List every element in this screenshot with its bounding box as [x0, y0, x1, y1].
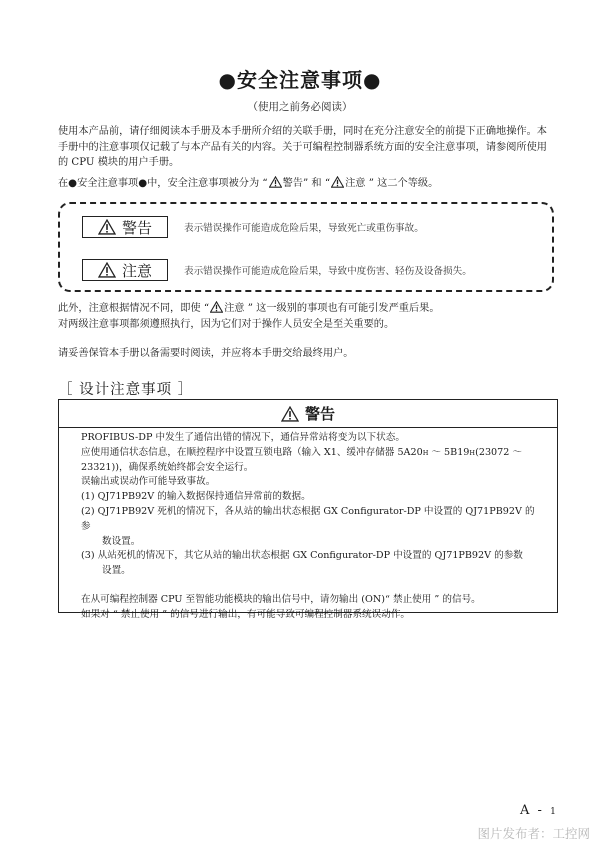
design-warning-body	[59, 428, 557, 623]
warning-line-part: 应使用通信状态信息，在顺控程序中设置互锁电路（输入 X1、缓冲存储器 5A20	[81, 446, 423, 458]
level-intro-paragraph	[58, 176, 554, 192]
hex-suffix: H	[422, 448, 429, 457]
page-dash: -	[537, 803, 544, 818]
level-intro-text-c: 注意 ” 这二个等级。	[345, 178, 439, 189]
warning-triangle-icon	[269, 176, 282, 188]
page-title: ●安全注意事项●	[218, 68, 382, 92]
intro-paragraph: 使用本产品前，请仔细阅读本手册及本手册所介绍的关联手册，同时在充分注意安全的前提下正确地操作。本手册中的注意事项仅记载了与本产品有关的内容。关于可编程控制器系统方面的安全注意事项，请参阅所使用的 CPU 模块的用户手册。	[58, 126, 547, 168]
warning-level-description: 表示错误操作可能造成危险后果，导致死亡或重伤事故。	[184, 223, 424, 234]
warning-line: 设置。	[102, 565, 131, 577]
caution-level-badge	[82, 259, 168, 281]
warning-triangle-icon	[98, 262, 116, 278]
page-letter: A	[520, 803, 532, 818]
hex-suffix: H	[469, 448, 476, 457]
title-block	[0, 64, 600, 114]
safety-levels-box	[58, 202, 554, 292]
caution-note-text-a: 此外，注意根据情况不同，即使 “	[58, 303, 210, 314]
warning-triangle-icon	[331, 176, 344, 188]
warning-line: (1) QJ71PB92V 的输入数据保持通信异常前的数据。	[81, 491, 311, 503]
warning-line-part: ～ 5B19	[428, 446, 470, 458]
warning-line: (2) QJ71PB92V 死机的情况下，各从站的输出状态根据 GX Configurator-DP 中设置的 QJ71PB92V 的参	[81, 505, 535, 532]
design-warning-label: 警告	[304, 405, 335, 423]
page-number	[520, 803, 556, 818]
watermark-text: 图片发布者：工控网	[477, 826, 590, 841]
section-heading: ［ 设计注意事项 ］	[58, 382, 194, 398]
page-num: 1	[550, 807, 556, 817]
level-intro-text-a: 在●安全注意事项●中，安全注意事项被分为 “	[58, 178, 268, 189]
page-subtitle: （使用之前务必阅读）	[247, 101, 353, 113]
caution-note-paragraph	[58, 301, 554, 332]
design-warning-header	[59, 400, 557, 428]
warning-triangle-icon	[98, 219, 116, 235]
warning-line: 如果对 “ 禁止使用 ” 的信号进行输出，有可能导致可编程控制器系统误动作。	[81, 608, 411, 620]
warning-triangle-icon	[281, 406, 299, 422]
keep-manual-paragraph: 请妥善保管本手册以备需要时阅读，并应将本手册交给最终用户。	[58, 348, 354, 359]
warning-level-label: 警告	[121, 218, 152, 237]
level-intro-text-b: 警告” 和 “	[282, 178, 331, 189]
caution-level-label: 注意	[121, 261, 152, 280]
warning-triangle-icon	[210, 301, 223, 313]
warning-line-part: (23072 ～	[475, 446, 522, 458]
caution-note-text-c: 对两级注意事项都须遵照执行，因为它们对于操作人员安全是至关重要的。	[58, 318, 395, 330]
caution-level-description: 表示错误操作可能造成危险后果，导致中度伤害、轻伤及设备损失。	[184, 266, 472, 277]
spacer	[81, 579, 543, 593]
warning-line: (3) 从站死机的情况下，其它从站的输出状态根据 GX Configurator-DP 中设置的 QJ71PB92V 的参数	[81, 550, 523, 562]
design-warning-box	[58, 399, 558, 620]
warning-level-badge	[82, 216, 168, 238]
warning-line: PROFIBUS-DP 中发生了通信出错的情况下，通信异常站将变为以下状态。	[81, 432, 405, 443]
warning-line	[81, 446, 543, 461]
warning-line: 23321))，确保系统始终都会安全运行。	[81, 461, 254, 473]
caution-note-text-b: 注意 ” 这一级别的事项也有可能引发严重后果。	[224, 303, 440, 314]
level-row-warning	[82, 216, 424, 238]
warning-line: 在从可编程控制器 CPU 至智能功能模块的输出信号中，请勿输出 (ON)“ 禁止使用 ” 的信号。	[81, 593, 481, 605]
warning-line: 误输出或误动作可能导致事故。	[81, 476, 216, 488]
warning-line: 数设置。	[102, 535, 141, 547]
level-row-caution	[82, 259, 472, 281]
